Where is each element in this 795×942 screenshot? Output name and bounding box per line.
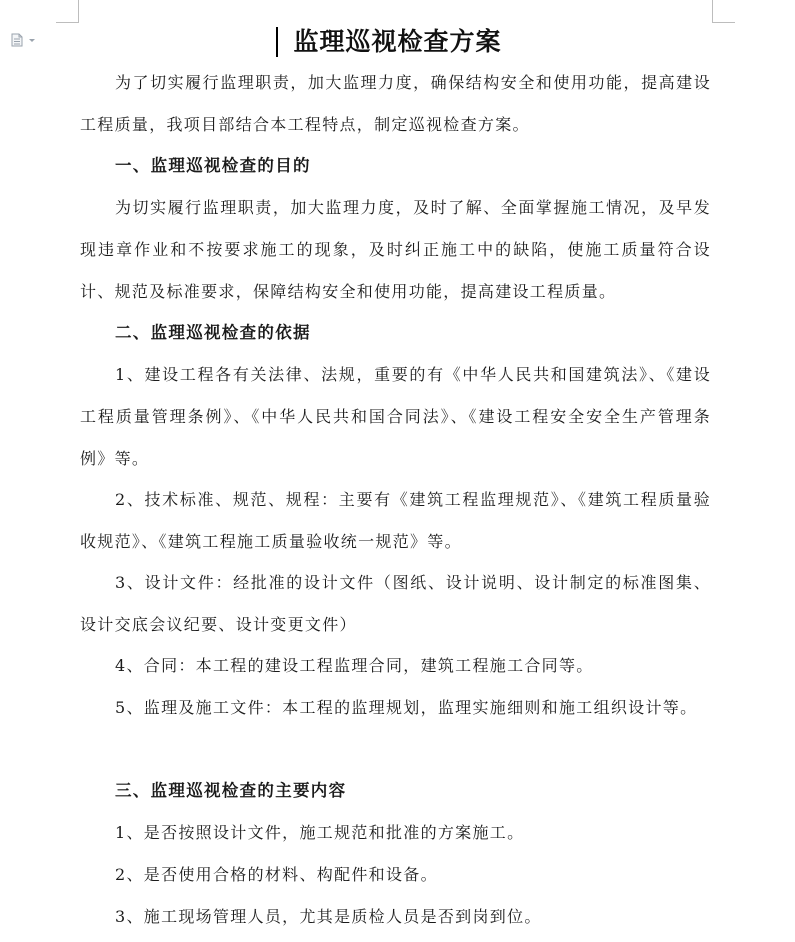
page-corner-mark-top-right: [712, 0, 735, 23]
section-1-heading: 一、监理巡视检查的目的: [115, 156, 311, 175]
section-2-item-3: 3、设计文件：经批准的设计文件（图纸、设计说明、设计制定的标准图集、设计交底会议纪要、设计变更文件）: [80, 573, 711, 634]
section-2-item-1: 1、建设工程各有关法律、法规，重要的有《中华人民共和国建筑法》、《建设工程质量管理条例》、《中华人民共和国合同法》、《建设工程安全安全生产管理条例》等。: [80, 365, 711, 468]
section-2-item-2: 2、技术标准、规范、规程：主要有《建筑工程监理规范》、《建筑工程质量验收规范》、《建筑工程施工质量验收统一规范》等。: [80, 490, 711, 551]
intro-paragraph: 为了切实履行监理职责，加大监理力度，确保结构安全和使用功能，提高建设工程质量，我项目部结合本工程特点，制定巡视检查方案。: [80, 73, 711, 134]
section-2-heading: 二、监理巡视检查的依据: [115, 323, 311, 342]
section-1-paragraph: 为切实履行监理职责，加大监理力度，及时了解、全面掌握施工情况，及早发现违章作业和不按要求施工的现象，及时纠正施工中的缺陷，使施工质量符合设计、规范及标准要求，保障结构安全和使用功能，提高建设工程质量。: [80, 198, 711, 301]
section-3-item-1: 1、是否按照设计文件，施工规范和批准的方案施工。: [115, 823, 525, 842]
section-3-item-3: 3、施工现场管理人员，尤其是质检人员是否到岗到位。: [115, 907, 542, 926]
document-title: 监理巡视检查方案: [293, 27, 502, 56]
page-corner-mark-top-left: [56, 0, 79, 23]
section-3-heading: 三、监理巡视检查的主要内容: [115, 781, 347, 800]
section-2-item-4: 4、合同：本工程的建设工程监理合同，建筑工程施工合同等。: [115, 656, 594, 675]
section-2-item-5: 5、监理及施工文件：本工程的监理规划，监理实施细则和施工组织设计等。: [115, 698, 698, 717]
section-3-item-2: 2、是否使用合格的材料、构配件和设备。: [115, 865, 438, 884]
